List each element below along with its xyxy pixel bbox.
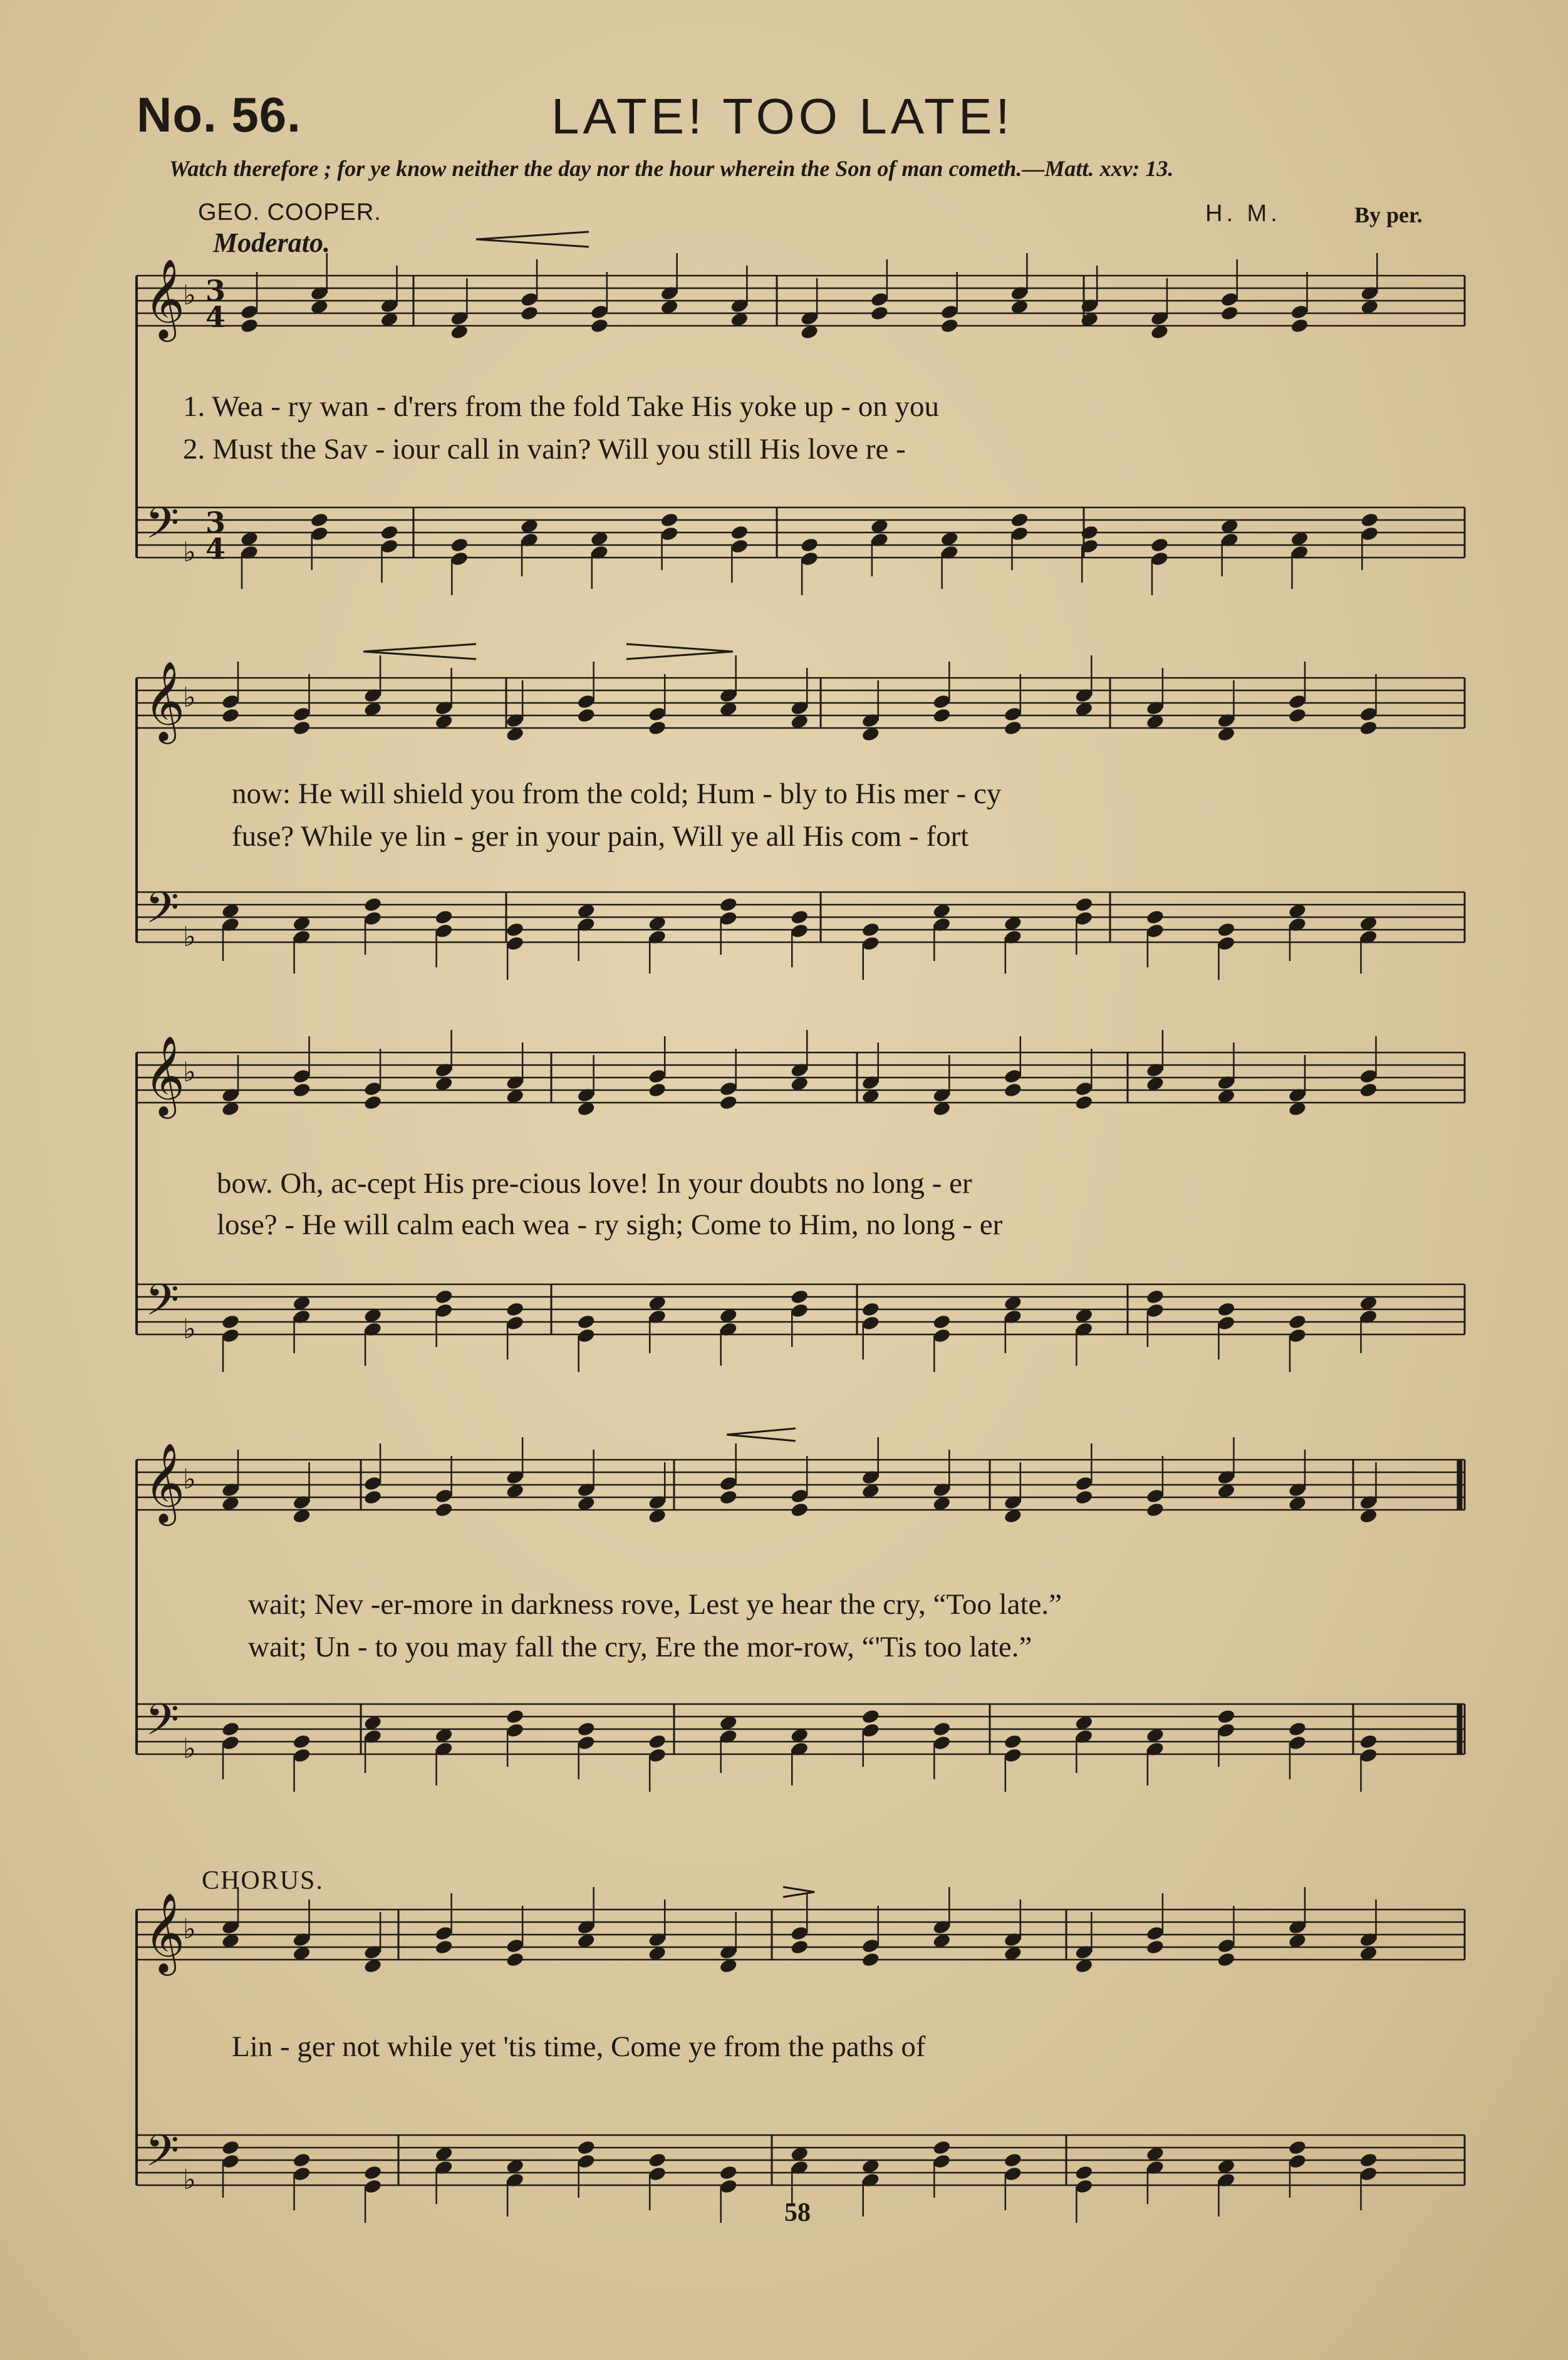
hymn-number: No. 56.	[137, 87, 301, 142]
crescendo-hairpin	[476, 232, 589, 247]
bass-notehead	[800, 537, 819, 553]
lyric-system1-verse1: 1. Wea - ry wan - d'rers from the fold Take His yoke up - on you	[183, 390, 939, 423]
treble-notehead	[1003, 720, 1022, 736]
flat-icon: ♭	[183, 2164, 196, 2196]
bass-notehead	[861, 1301, 880, 1318]
bass-notehead	[292, 2152, 311, 2168]
time-signature: 4	[205, 532, 226, 566]
treble-clef-icon: 𝄞	[144, 660, 185, 741]
bass-notehead	[506, 1708, 525, 1725]
lyric-system3-verse2: lose? - He will calm each wea - ry sigh; Come to Him, no long - er	[217, 1209, 1003, 1241]
bass-notehead	[1359, 2152, 1378, 2168]
bass-notehead	[506, 922, 525, 938]
treble-notehead	[1288, 707, 1307, 724]
treble-notehead	[520, 305, 539, 321]
bass-notehead	[861, 1708, 880, 1725]
bass-notehead	[648, 2152, 667, 2168]
treble-notehead	[1359, 1082, 1378, 1098]
treble-notehead	[434, 1939, 454, 1955]
bass-notehead	[221, 1314, 241, 1330]
bass-notehead	[660, 512, 679, 528]
lyric-system1-verse2: 2. Must the Sav - iour call in vain? Will you still His love re -	[183, 433, 906, 465]
treble-notehead	[506, 1952, 525, 1968]
treble-notehead	[240, 318, 259, 334]
page-number: 58	[784, 2198, 811, 2227]
lyric-system2-verse2: fuse? While ye lin - ger in your pain, Will ye all His com - fort	[232, 820, 969, 853]
treble-notehead	[363, 1094, 383, 1111]
lyric-system2-verse1: now: He will shield you from the cold; Hum - bly to His mer - cy	[232, 777, 1002, 810]
bass-notehead	[309, 512, 329, 528]
lyric-system4-verse2: wait; Un - to you may fall the cry, Ere the mor-row, “'Tis too late.”	[248, 1631, 1032, 1663]
bass-notehead	[292, 1734, 311, 1750]
treble-notehead	[648, 720, 667, 736]
treble-notehead	[1074, 1094, 1094, 1111]
treble-notehead	[1145, 1502, 1165, 1518]
bass-notehead	[1080, 524, 1099, 541]
composer-credit: GEO. COOPER.	[198, 199, 382, 226]
bass-notehead	[1003, 1734, 1022, 1750]
bass-notehead	[221, 2139, 241, 2156]
flat-icon: ♭	[183, 1313, 196, 1345]
treble-notehead	[221, 707, 241, 724]
bass-notehead	[790, 1289, 809, 1305]
bass-notehead	[434, 909, 454, 925]
chorus-label: CHORUS.	[202, 1866, 324, 1895]
bass-notehead	[730, 524, 749, 541]
permission-note: By per.	[1354, 202, 1423, 227]
bass-notehead	[434, 1289, 454, 1305]
bass-notehead	[932, 2139, 952, 2156]
treble-clef-icon: 𝄞	[144, 1035, 185, 1115]
bass-notehead	[363, 2165, 383, 2181]
flat-icon: ♭	[183, 1733, 196, 1765]
treble-notehead	[292, 1082, 311, 1098]
bass-clef-icon: 𝄢	[145, 497, 180, 559]
bass-notehead	[1217, 922, 1236, 938]
bass-notehead	[380, 524, 399, 541]
flat-icon: ♭	[183, 682, 196, 714]
bass-notehead	[576, 1314, 596, 1330]
treble-notehead	[719, 1489, 738, 1505]
bass-notehead	[1145, 909, 1165, 925]
treble-notehead	[1359, 720, 1378, 736]
bass-notehead	[450, 537, 469, 553]
bass-notehead	[1359, 1734, 1378, 1750]
bass-notehead	[1074, 2165, 1094, 2181]
flat-icon: ♭	[183, 921, 196, 953]
treble-notehead	[363, 1489, 383, 1505]
bass-clef-icon: 𝄢	[145, 1694, 180, 1755]
flat-icon: ♭	[183, 1913, 196, 1945]
bass-notehead	[221, 1721, 241, 1737]
bass-notehead	[1360, 512, 1379, 528]
treble-notehead	[1003, 1082, 1022, 1098]
bass-notehead	[1010, 512, 1029, 528]
bass-notehead	[719, 897, 738, 913]
time-signature: 4	[205, 300, 226, 334]
treble-notehead	[1217, 1952, 1236, 1968]
treble-notehead	[1074, 1489, 1094, 1505]
treble-notehead	[1220, 305, 1239, 321]
bass-notehead	[1288, 1721, 1307, 1737]
flat-icon: ♭	[183, 536, 196, 568]
bass-clef-icon: 𝄢	[145, 1274, 180, 1336]
treble-notehead	[940, 318, 959, 334]
bass-notehead	[1150, 537, 1170, 553]
bass-notehead	[576, 2139, 596, 2156]
bass-notehead	[1145, 1289, 1165, 1305]
bass-notehead	[648, 1734, 667, 1750]
lyric-system5-verse1: Lin - ger not while yet 'tis time, Come ye from the paths of	[232, 2030, 926, 2063]
time-signature: 3	[205, 506, 226, 539]
bass-notehead	[363, 897, 383, 913]
bass-notehead	[932, 1721, 952, 1737]
lyric-system3-verse1: bow. Oh, ac-cept His pre-cious love! In your doubts no long - er	[217, 1167, 972, 1200]
flat-icon: ♭	[183, 1056, 196, 1088]
hymn-title: LATE! TOO LATE!	[551, 88, 1014, 144]
treble-notehead	[932, 707, 952, 724]
time-signature: 3	[205, 274, 226, 308]
treble-notehead	[790, 1502, 809, 1518]
flat-icon: ♭	[183, 279, 196, 311]
treble-notehead	[648, 1082, 667, 1098]
bass-notehead	[932, 1314, 952, 1330]
treble-notehead	[589, 318, 609, 334]
flat-icon: ♭	[183, 1463, 196, 1495]
treble-clef-icon: 𝄞	[144, 1892, 185, 1972]
bass-notehead	[719, 2165, 738, 2181]
diminuendo-hairpin	[626, 644, 733, 659]
bass-notehead	[1003, 2152, 1022, 2168]
bass-notehead	[1217, 1301, 1236, 1318]
accent-mark	[783, 1887, 814, 1897]
treble-notehead	[576, 707, 596, 724]
bass-notehead	[1217, 1708, 1236, 1725]
bass-notehead	[790, 909, 809, 925]
treble-notehead	[790, 1939, 809, 1955]
treble-notehead	[1145, 1939, 1165, 1955]
bass-clef-icon: 𝄢	[145, 882, 180, 943]
lyric-system4-verse1: wait; Nev -er-more in darkness rove, Lest ye hear the cry, “Too late.”	[248, 1588, 1062, 1621]
scripture-verse: Watch therefore ; for ye know neither the day nor the hour wherein the Son of man cometh.—Matt. xxv: 13.	[169, 156, 1174, 181]
treble-notehead	[434, 1502, 454, 1518]
treble-notehead	[861, 1952, 880, 1968]
meter-label: H. M.	[1205, 200, 1281, 227]
bass-clef-icon: 𝄢	[145, 2125, 180, 2186]
bass-notehead	[1288, 1314, 1307, 1330]
treble-notehead	[1290, 318, 1309, 334]
bass-notehead	[506, 1301, 525, 1318]
bass-notehead	[576, 1721, 596, 1737]
crescendo-hairpin	[727, 1428, 796, 1441]
treble-clef-icon: 𝄞	[144, 258, 185, 338]
bass-notehead	[861, 922, 880, 938]
tempo-marking: Moderato.	[213, 227, 330, 258]
bass-notehead	[1074, 897, 1094, 913]
treble-notehead	[292, 720, 311, 736]
treble-notehead	[870, 305, 889, 321]
treble-notehead	[719, 1094, 738, 1111]
treble-clef-icon: 𝄞	[144, 1442, 185, 1522]
bass-notehead	[1288, 2139, 1307, 2156]
